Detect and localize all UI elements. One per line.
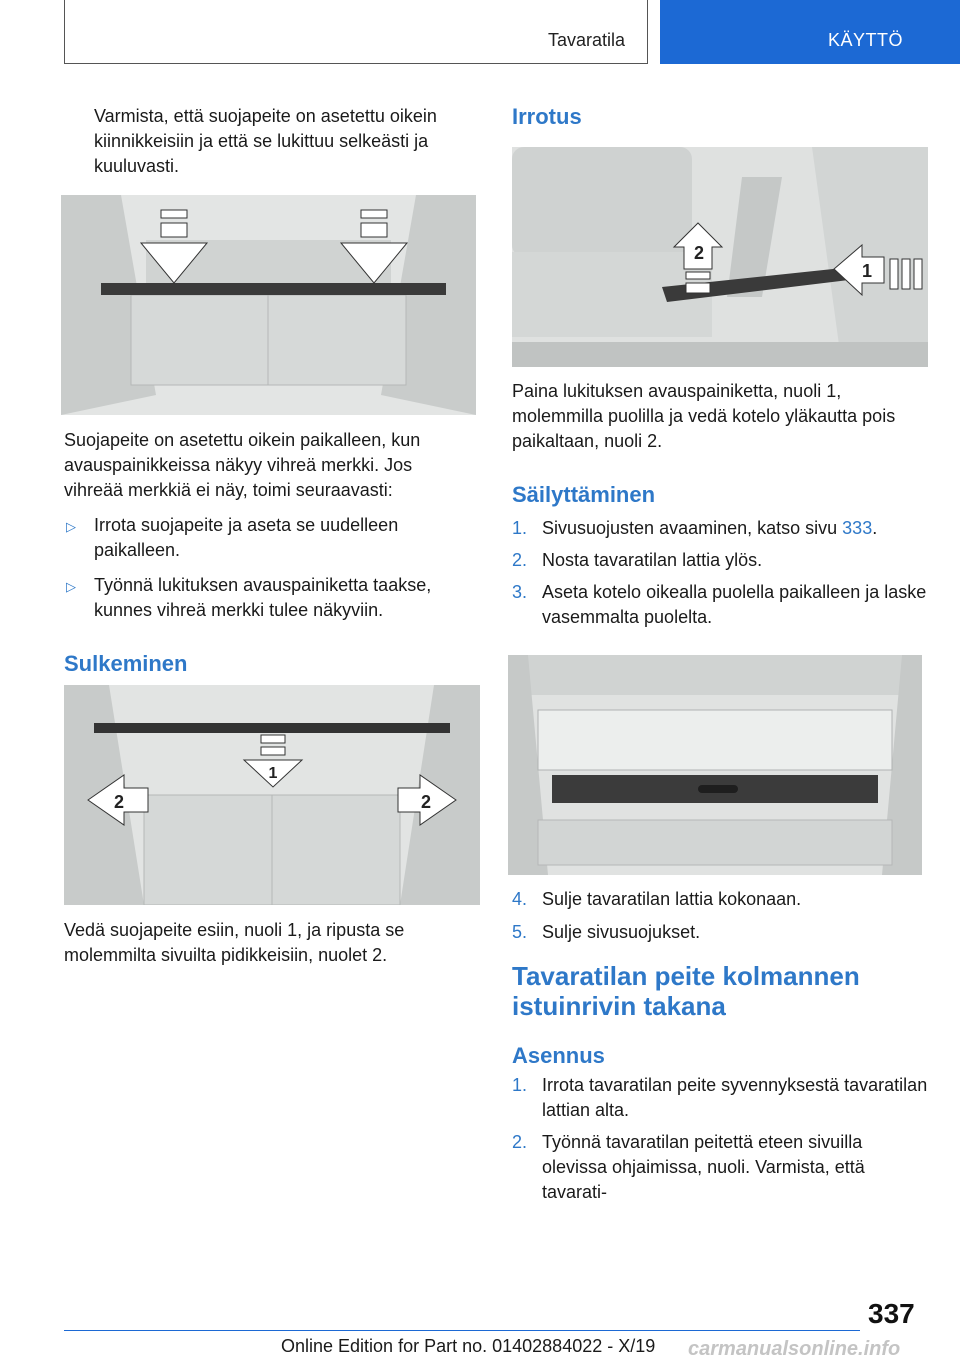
figure-label: 2: [420, 792, 432, 812]
left-body: [64, 428, 476, 676]
removal-paragraph: Paina lukituksen avauspainiketta, nuoli 1, molemmilla puolilla ja vedä kotelo yläkautta pois paikaltaan, nuoli 2.: [512, 381, 896, 451]
step-text: Irrota tavaratilan peite syvennyksestä tavaratilan lattian alta.: [542, 1075, 928, 1120]
heading-installation: Asennus: [512, 1043, 605, 1068]
step-number: 1.: [512, 1075, 528, 1095]
list-item: [512, 516, 928, 541]
step-text: Sivusuojusten avaaminen, katso sivu: [542, 518, 843, 538]
triangle-bullet-icon: ▷: [66, 579, 76, 594]
heading-third-row-cover: Tavaratilan peite kolmannen istuinrivin takana: [512, 961, 860, 1021]
figure-label: 1: [268, 765, 278, 782]
step-number: 5.: [512, 922, 528, 942]
heading-removal: Irrotus: [512, 104, 582, 129]
watermark: carmanualsonline.info: [688, 1338, 901, 1360]
list-item: [64, 573, 476, 623]
list-item: [64, 513, 476, 563]
footer-edition-text: Online Edition for Part no. 01402884022 - X/19: [281, 1336, 656, 1356]
pull-cover-paragraph: Vedä suojapeite esiin, nuoli 1, ja ripusta se molemmilta sivuilta pidikkeisiin, nuolet 2.: [64, 920, 405, 965]
step-text: Nosta tavaratilan lattia ylös.: [542, 550, 763, 570]
page-number: 337: [868, 1298, 915, 1329]
header-section-title: Tavaratila: [548, 30, 626, 50]
list-item-text: Irrota suojapeite ja aseta se uudelleen paikalleen.: [94, 515, 399, 560]
step-text-suffix: .: [872, 518, 878, 538]
list-item: [512, 580, 928, 630]
cover-check-paragraph: Suojapeite on asetettu oikein paikalleen, kun avauspainikkeissa näkyy vihreä merkki. Jos vihreää merkkiä ei näy, toimi seuraavasti:: [64, 430, 421, 500]
step-text: Työnnä tavaratilan peitettä eteen sivuilla olevissa ohjaimissa, nuoli. Varmista, että tavarati-: [542, 1132, 865, 1202]
page-reference-link[interactable]: 333: [842, 518, 873, 538]
list-item: [512, 548, 928, 573]
figure-label: 2: [693, 243, 705, 263]
step-text: Sulje tavaratilan lattia kokonaan.: [542, 889, 802, 909]
step-text: Sulje sivusuojukset.: [542, 922, 701, 942]
heading-closing: Sulkeminen: [64, 651, 188, 676]
figure-label: 1: [861, 261, 873, 281]
figure-cover-removal: [512, 147, 928, 367]
footer-divider: [64, 1330, 860, 1331]
heading-storage: Säilyttäminen: [512, 482, 656, 507]
step-number: 4.: [512, 889, 528, 909]
list-item: [512, 1130, 928, 1205]
left-body-2: [64, 918, 476, 968]
intro-paragraph: [94, 104, 474, 179]
step-number: 2.: [512, 1132, 528, 1152]
right-body: [512, 379, 928, 630]
figure-label: 2: [113, 792, 125, 812]
list-item: [512, 1073, 928, 1123]
right-body-2: [512, 887, 928, 1205]
step-number: 3.: [512, 582, 528, 602]
right-top: [512, 104, 928, 129]
figure-cover-pull: [64, 685, 480, 905]
step-text: Aseta kotelo oikealla puolella paikalleen ja laske vasemmalta puolelta.: [542, 582, 927, 627]
list-item: [512, 920, 928, 945]
step-number: 1.: [512, 518, 528, 538]
figure-cover-stowed: [508, 655, 922, 875]
list-item-text: Työnnä lukituksen avauspainiketta taakse, kunnes vihreä merkki tulee näkyviin.: [94, 575, 432, 620]
header-chapter-tab: [660, 0, 960, 64]
step-number: 2.: [512, 550, 528, 570]
triangle-bullet-icon: ▷: [66, 519, 76, 534]
header-chapter-label: KÄYTTÖ: [828, 30, 904, 50]
figure-cover-installed: [61, 195, 476, 415]
intro-text: Varmista, että suojapeite on asetettu oikein kiinnikkeisiin ja että se lukittuu selkeästi ja kuuluvasti.: [94, 106, 437, 176]
list-item: [512, 887, 928, 912]
